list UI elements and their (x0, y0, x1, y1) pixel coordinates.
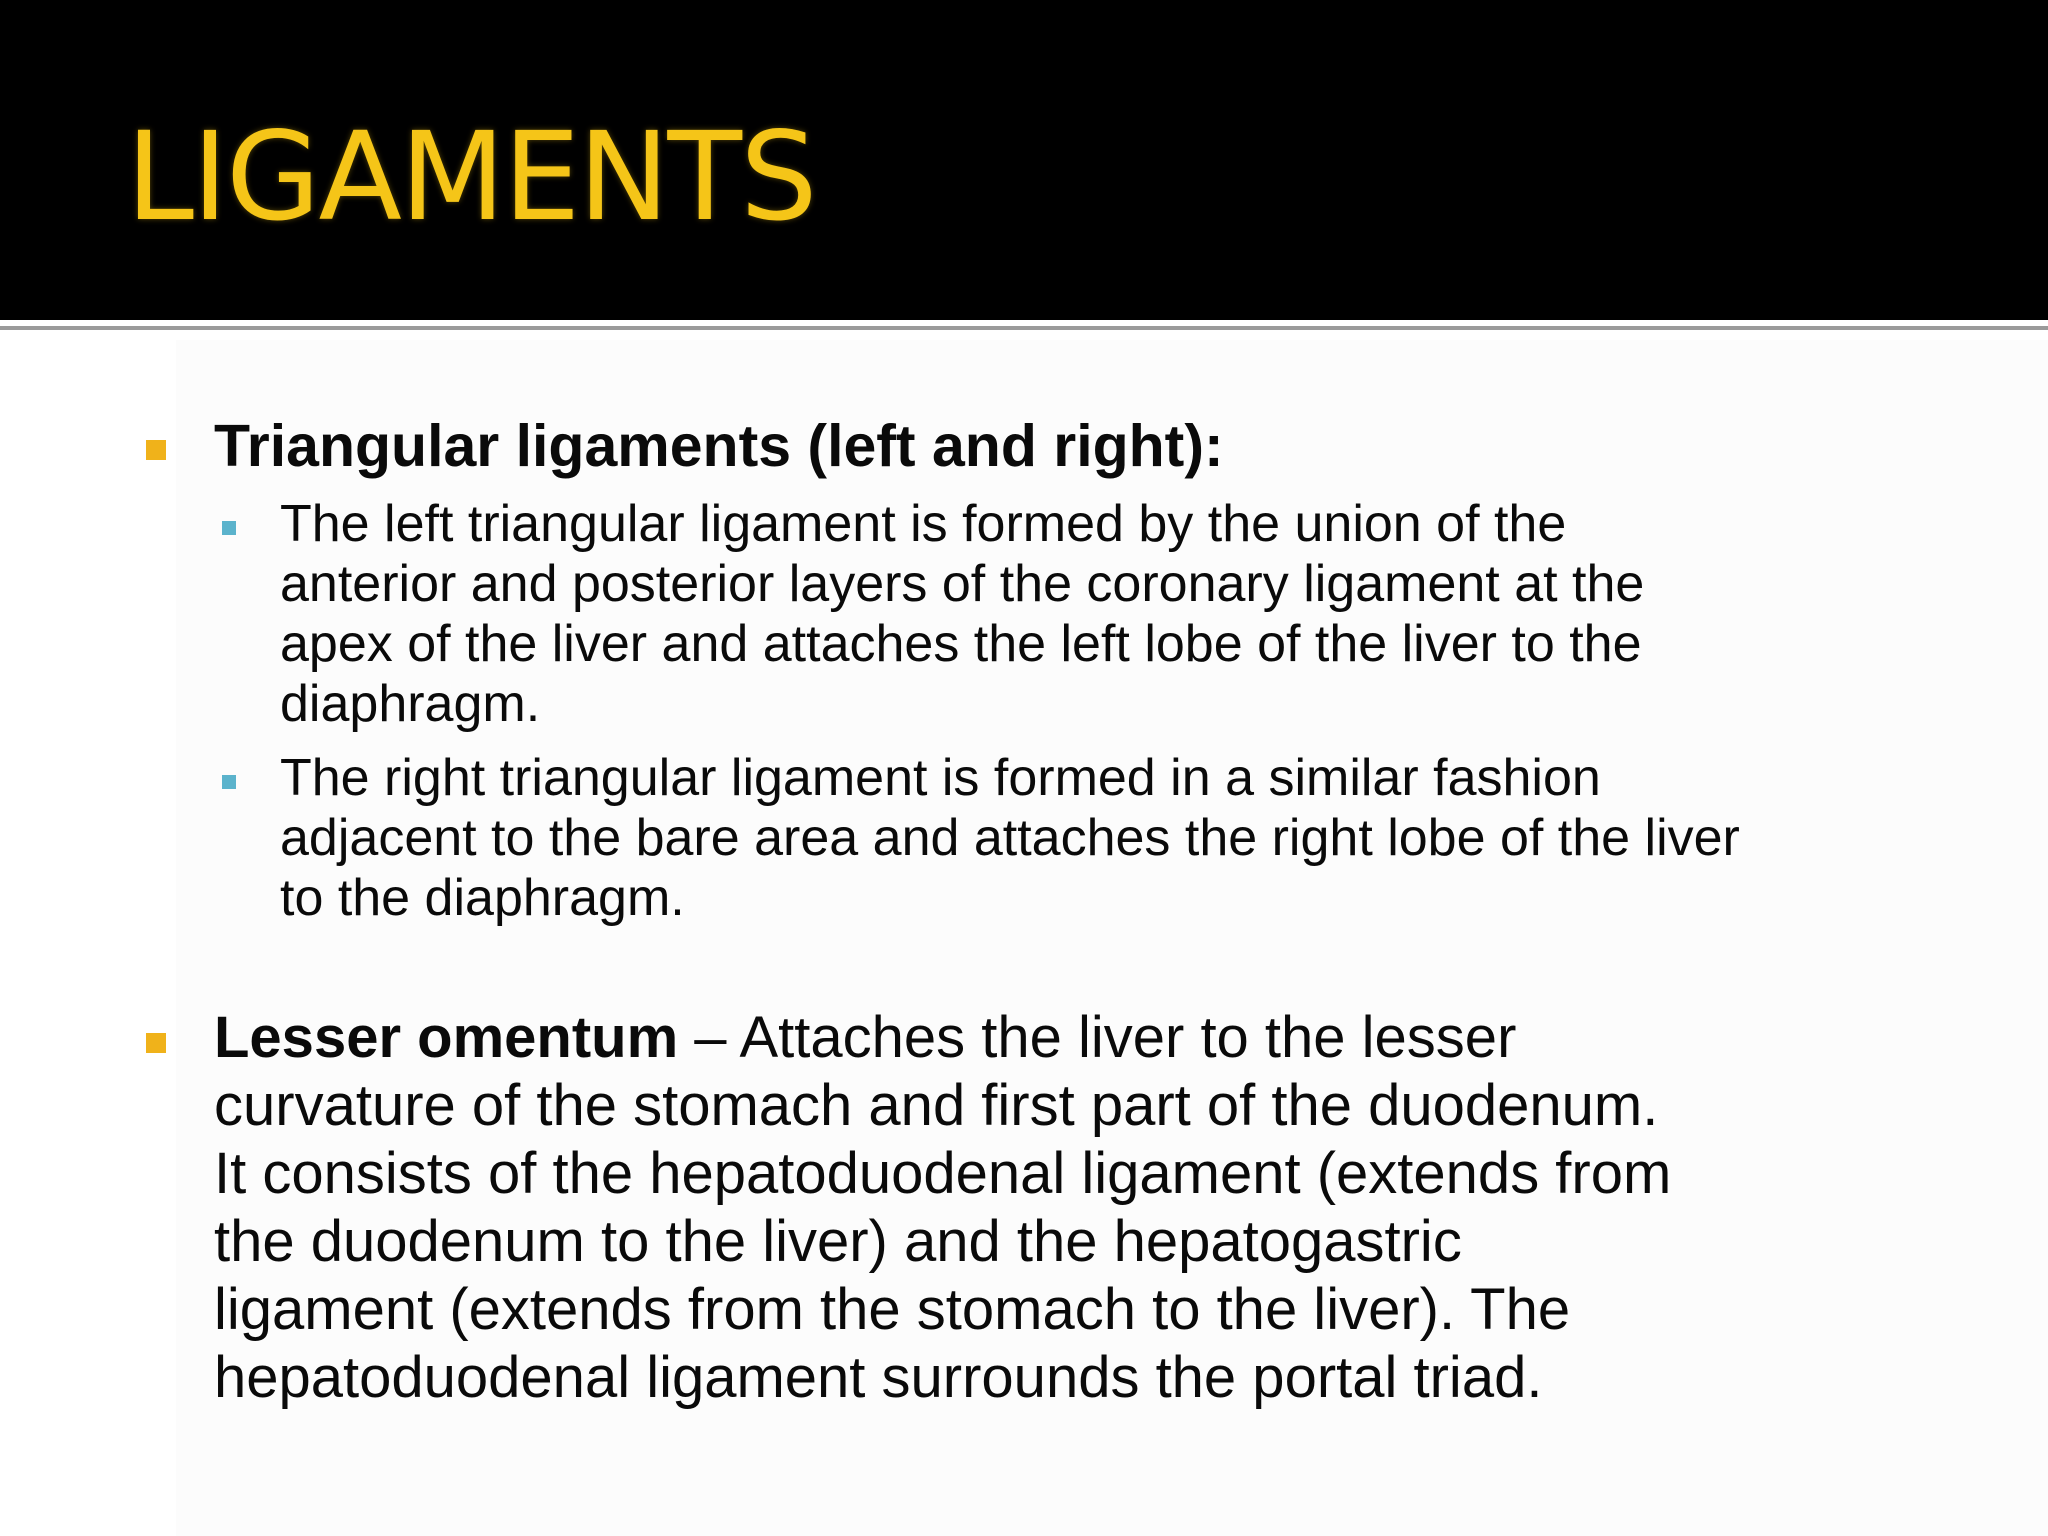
right-triangular-line-3: to the diaphragm. (280, 869, 685, 927)
triangular-heading: Triangular ligaments (left and right): (214, 413, 1224, 479)
lesser-omentum-line-6: hepatoduodenal ligament surrounds the portal triad. (214, 1345, 1543, 1410)
lesser-omentum-line-4: the duodenum to the liver) and the hepatogastric (214, 1209, 1462, 1274)
left-triangular-line-4: diaphragm. (280, 675, 541, 733)
sub-bullet-square-icon (222, 521, 236, 535)
lesser-omentum-term: Lesser omentum (214, 1005, 679, 1070)
slide-title: LIGAMENTS (126, 106, 816, 248)
title-bar (0, 0, 2048, 320)
left-triangular-line-2: anterior and posterior layers of the coronary ligament at the (280, 555, 1645, 613)
bullet-square-icon (146, 1033, 166, 1053)
lesser-omentum-line-5: ligament (extends from the stomach to the liver). The (214, 1277, 1571, 1342)
sub-bullet-square-icon (222, 775, 236, 789)
lesser-omentum-line-1 (214, 1004, 1516, 1072)
right-triangular-line-1: The right triangular ligament is formed in a similar fashion (280, 749, 1601, 807)
slide-content (0, 340, 2048, 1536)
lesser-omentum-line-3: It consists of the hepatoduodenal ligament (extends from (214, 1141, 1672, 1206)
left-triangular-line-1: The left triangular ligament is formed by the union of the (280, 495, 1567, 553)
lesser-omentum-line-2: curvature of the stomach and first part of the duodenum. (214, 1073, 1659, 1138)
right-triangular-line-2: adjacent to the bare area and attaches the right lobe of the liver (280, 809, 1740, 867)
left-triangular-line-3: apex of the liver and attaches the left lobe of the liver to the (280, 615, 1642, 673)
lesser-omentum-first-line: – Attaches the liver to the lesser (678, 1005, 1517, 1070)
title-divider (0, 326, 2048, 330)
bullet-square-icon (146, 440, 166, 460)
